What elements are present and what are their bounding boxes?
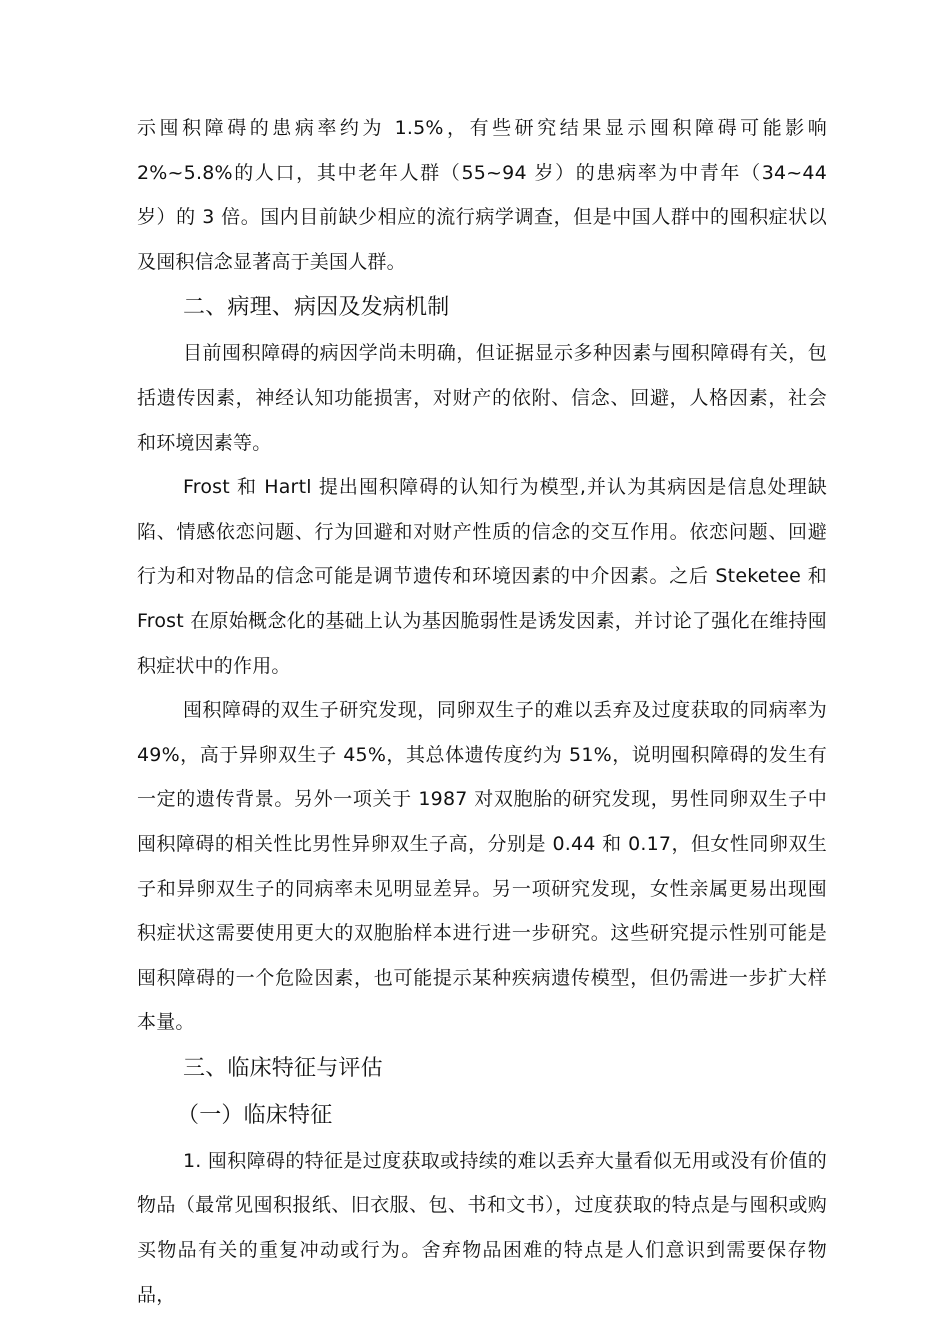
section-heading-clinical: 三、临床特征与评估 [183, 1055, 383, 1081]
document-body [137, 106, 827, 1317]
paragraph-etiology: 目前囤积障碍的病因学尚未明确，但证据显示多种因素与囤积障碍有关，包括遗传因素，神经认知功能损害，对财产的依附、信念、回避，人格因素，社会和环境因素等。 [137, 342, 827, 454]
paragraph-features-1: 1. 囤积障碍的特征是过度获取或持续的难以丢弃大量看似无用或没有价值的物品（最常见囤积报纸、旧衣服、包、书和文书），过度获取的特点是与囤积或购买物品有关的重复冲动或行为。舍弃物品困难的特点是人们意识到需要保存物品， [137, 1149, 827, 1306]
paragraph-cognitive-model: Frost 和 Hartl 提出囤积障碍的认知行为模型,并认为其病因是信息处理缺陷、情感依恋问题、行为回避和对财产性质的信念的交互作用。依恋问题、回避行为和对物品的信念可能是调节遗传和环境因素的中介因素。之后 Steketee 和 Frost 在原始概念化的基础上认为基因脆弱性是诱发因素，并讨论了强化在维持囤积症状中的作用。 [137, 476, 827, 677]
subsection-heading-features: （一）临床特征 [177, 1102, 333, 1128]
section-heading-pathology: 二、病理、病因及发病机制 [183, 295, 450, 321]
paragraph-prevalence: 示囤积障碍的患病率约为 1.5%，有些研究结果显示囤积障碍可能影响 2%~5.8%的人口，其中老年人群（55~94 岁）的患病率为中青年（34~44 岁）的 3 倍。国内目前缺少相应的流行病学调查，但是中国人群中的囤积症状以及囤积信念显著高于美国人群。 [137, 117, 827, 273]
paragraph-twin-studies: 囤积障碍的双生子研究发现，同卵双生子的难以丢弃及过度获取的同病率为 49%，高于异卵双生子 45%，其总体遗传度约为 51%，说明囤积障碍的发生有一定的遗传背景。另外一项关于 1987 对双胞胎的研究发现，男性同卵双生子中囤积障碍的相关性比男性异卵双生子高，分别是 0.44 和 0.17，但女性同卵双生子和异卵双生子的同病率未见明显差异。另一项研究发现，女性亲属更易出现囤积症状这需要使用更大的双胞胎样本进行进一步研究。这些研究提示性别可能是囤积障碍的一个危险因素，也可能提示某种疾病遗传模型，但仍需进一步扩大样本量。 [137, 699, 827, 1034]
